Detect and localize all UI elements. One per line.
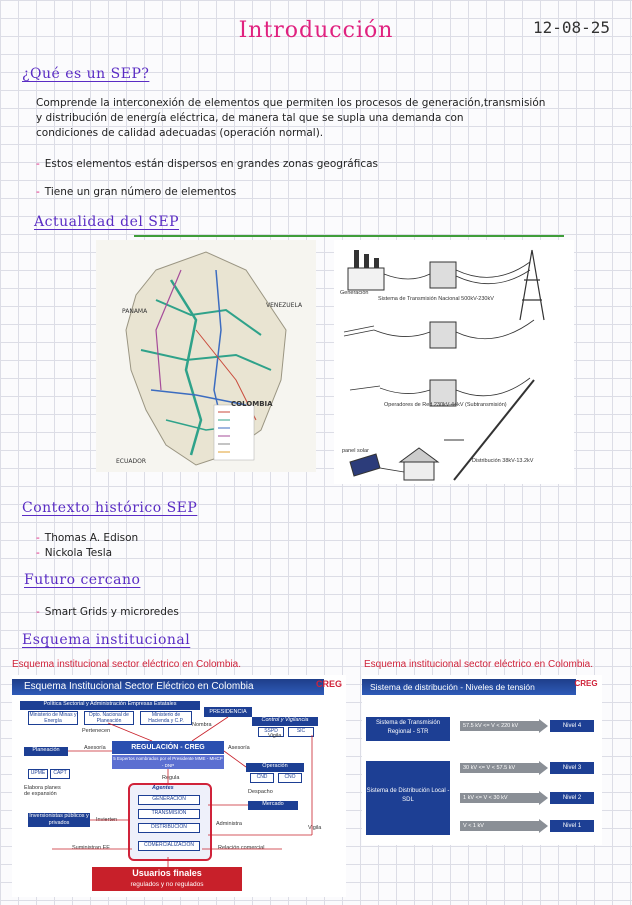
box-ministerio-hacienda: Ministerio de Hacienda y C.P.: [140, 711, 192, 725]
box-cnd: CND: [250, 773, 274, 783]
box-ministerio-minas: Ministerio de Minas y Energía: [29, 712, 77, 724]
definition-line: condiciones de calidad adecuadas (operación normal).: [36, 127, 324, 139]
box-presidencia: PRESIDENCIA: [204, 707, 252, 717]
range-row-3: 30 kV <= V < 57.5 kV: [460, 763, 539, 773]
label-invierten: Invierten: [96, 817, 118, 823]
label-generacion: Generación: [340, 290, 369, 296]
box-transmision: TRANSMISIÓN: [138, 809, 200, 819]
range-row-2: 1 kV <= V < 30 kV: [460, 793, 539, 803]
label-relacion-comercial: Relación comercial: [218, 845, 265, 851]
heading-contexto-historico: Contexto histórico SEP: [22, 500, 198, 516]
map-label-colombia: COLOMBIA: [231, 400, 273, 408]
divider-line: [134, 235, 564, 237]
nivel-1-badge: Nivel 1: [550, 820, 594, 832]
creg-logo: CREG: [574, 679, 598, 688]
creg-logo: CREG: [315, 679, 342, 689]
label-despacho: Despacho: [248, 789, 273, 795]
range-row-4: 57.5 kV <= V < 220 kV: [460, 721, 539, 731]
box-politica-sectorial: Política Sectorial y Administración Empresas Estatales: [20, 701, 200, 710]
label-elabora-planes: Elabora planes de expansión: [24, 785, 61, 797]
label-agentes: Agentes: [152, 785, 174, 791]
label-vigila: Vigila: [308, 825, 322, 831]
label-suministran: Suministran EE: [72, 845, 110, 851]
label-asesoria-right: Asesoría: [228, 745, 250, 751]
box-sdl: Sistema de Distribución Local - SDL: [366, 761, 450, 835]
box-regulacion-sub: 5 Expertos nombrados por el Presidente MME - MHCP - DNP: [113, 756, 223, 768]
bullet-item: - Tiene un gran número de elementos: [36, 186, 237, 198]
label-operadores-red: Operadores de Red 230kV-44kV (Subtransmisión): [384, 402, 507, 408]
bullet-item: - Estos elementos están dispersos en grandes zonas geográficas: [36, 158, 378, 170]
label-panel-solar: panel solar: [342, 448, 369, 454]
map-label-ecuador: ECUADOR: [116, 458, 146, 465]
label-nombra: Nombra: [192, 722, 212, 728]
bullet-item: - Nickola Tesla: [36, 547, 113, 559]
range-row-1: V < 1 kV: [460, 821, 539, 831]
map-label-panama: PANAMA: [122, 308, 148, 315]
map-label-venezuela: VENEZUELA: [266, 302, 303, 309]
box-sspd: SSPD: [258, 727, 284, 737]
nivel-3-badge: Nivel 3: [550, 762, 594, 774]
heading-futuro-cercano: Futuro cercano: [24, 572, 141, 588]
page-date: 12-08-25: [532, 18, 610, 37]
label-asesoria-left: Asesoría: [84, 745, 106, 751]
definition-line: Comprende la interconexión de elementos que permiten los procesos de generación,transmisión: [36, 97, 546, 109]
scheme1-header: Esquema Institucional Sector Eléctrico en Colombia: [12, 679, 324, 695]
box-regulacion-creg: REGULACIÓN - CREG: [112, 741, 224, 754]
heading-actualidad-sep: Actualidad del SEP: [34, 214, 180, 230]
box-distribucion: DISTRIBUCIÓN: [138, 823, 200, 833]
map-graphic: [96, 240, 316, 472]
box-upme: UPME: [28, 769, 48, 779]
definition-line: y distribución de energía eléctrica, de manera tal que se supla una demanda con: [36, 112, 464, 124]
scheme1-institutional-chart: [12, 675, 346, 897]
label-ayuda-vigila: Vigila: [268, 733, 282, 739]
box-comercializacion: COMERCIALIZACIÓN: [138, 841, 200, 851]
box-capt: CAPT: [50, 769, 70, 779]
box-operacion: Operación: [246, 763, 304, 772]
bullet-item: - Smart Grids y microredes: [36, 606, 179, 618]
label-pertenecen: Pertenecen: [82, 728, 111, 734]
box-mercado: Mercado: [248, 801, 298, 810]
box-cno: CNO: [278, 773, 302, 783]
page-title: Introducción: [238, 18, 394, 43]
scheme1-caption: Esquema institucional sector eléctrico en Colombia.: [12, 659, 241, 670]
heading-esquema-institucional: Esquema institucional: [22, 632, 191, 648]
scheme2-voltage-levels: [362, 675, 602, 845]
colombia-grid-map: [96, 240, 316, 472]
box-inversionistas: Inversionistas públicos y privados: [29, 813, 89, 826]
box-dpto-planeacion: Dpto. Nacional de Planeación: [84, 711, 134, 725]
box-planeacion: Planeación: [24, 747, 68, 756]
usuarios-sub: regulados y no regulados: [130, 881, 204, 888]
label-distribucion: Distribución 38kV-13.2kV: [472, 458, 534, 464]
label-transmision-nacional: Sistema de Transmisión Nacional 500kV-230kV: [378, 296, 494, 302]
definition-paragraph: [36, 96, 616, 141]
nivel-2-badge: Nivel 2: [550, 792, 594, 804]
scheme2-header: Sistema de distribución - Niveles de tensión: [362, 679, 576, 695]
label-administra: Administra: [216, 821, 242, 827]
bullet-item: - Thomas A. Edison: [36, 532, 139, 544]
box-str: Sistema de Transmisión Regional - STR: [366, 717, 450, 741]
label-regula: Regula: [162, 775, 180, 781]
heading-que-es-sep: ¿Qué es un SEP?: [22, 66, 150, 82]
sep-structure-diagram: [334, 240, 574, 484]
sep-diagram-graphic: [334, 240, 574, 484]
usuarios-title: Usuarios finales: [132, 868, 202, 878]
box-generacion: GENERACIÓN: [138, 795, 200, 805]
box-sic: SIC: [288, 727, 314, 737]
box-control-vigilancia: Control y Vigilancia: [252, 717, 318, 726]
scheme2-caption: Esquema institucional sector eléctrico en Colombia.: [364, 659, 593, 670]
nivel-4-badge: Nivel 4: [550, 720, 594, 732]
scheme1-connectors: [12, 675, 346, 897]
